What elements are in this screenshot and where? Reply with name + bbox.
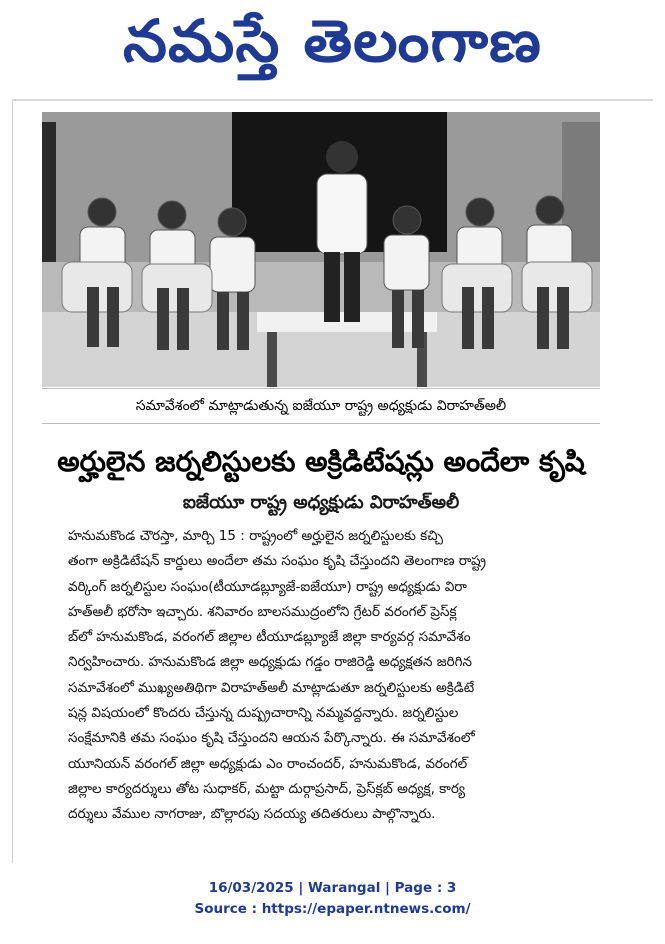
article-line: దర్శులు వేముల నాగరాజు, బొల్లారపు సదయ్య తదితరులు పాల్గొన్నారు. <box>68 806 436 823</box>
article-line: వర్కింగ్ జర్నలిస్టుల సంఘం(టీయూడబ్ల్యూజే-ఐజేయూ) రాష్ట్ర అధ్యక్షుడు విరా <box>68 578 467 595</box>
article-line: బ్‌లో హనుమకొండ, వరంగల్ జిల్లాల టీయూడబ్ల్యూజే జిల్లా కార్యవర్గ సమావేశం <box>68 629 471 646</box>
article-line: యూనియన్ వరంగల్ జిల్లా అధ్యక్షుడు ఎం రాంచందర్, హనుమకొండ, వరంగల్ <box>68 755 468 772</box>
masthead <box>0 0 665 100</box>
footer <box>0 878 665 920</box>
article-line: జిల్లాల కార్యదర్శులు తోట సుధాకర్, మట్టా దుర్గాప్రసాద్, ప్రెస్‌క్లబ్ అధ్యక్ష, కార్య <box>68 780 466 797</box>
article-line: నిర్వహించారు. హనుమకొండ జిల్లా అధ్యక్షుడు గడ్డం రాజిరెడ్డి అధ్యక్షతన జరిగిన <box>68 654 472 671</box>
edition-info: 16/03/2025 | Warangal | Page : 3 <box>208 880 457 896</box>
article-line: సమావేశంలో ముఖ్యఅతిథిగా విరాహత్‌అలీ మాట్లాడుతూ జర్నలిస్టులకు అక్రిడిటే <box>68 679 475 696</box>
newspaper-logo: నమస్తే తెలంగాణ <box>122 7 543 75</box>
news-photo <box>42 112 600 387</box>
column-divider <box>12 101 13 863</box>
headline: అర్హులైన జర్నలిస్టులకు అక్రిడిటేషన్లు అందేలా కృషి <box>57 445 585 478</box>
article-body <box>68 524 604 828</box>
article-line: హత్‌అలీ భరోసా ఇచ్చారు. శనివారం బాలసముద్రంలోని గ్రేటర్ వరంగల్ ప్రెస్‌క్ల <box>68 603 457 620</box>
article-line: హనుమకొండ చౌరస్తా, మార్చి 15 : రాష్ట్రంలో అర్హులైన జర్నలిస్టులకు కచ్చి <box>68 528 443 544</box>
photo-caption: సమావేశంలో మాట్లాడుతున్న ఐజేయూ రాష్ట్ర అధ్యక్షుడు విరాహత్‌అలీ <box>42 388 600 424</box>
source-link[interactable]: Source : https://epaper.ntnews.com/ <box>194 901 471 917</box>
masthead-divider <box>12 99 653 101</box>
subheadline: ఐజేయూ రాష్ట్ర అధ్యక్షుడు విరాహత్‌అలీ <box>182 492 460 513</box>
article-line: సంక్షేమానికి తమ సంఘం కృషి చేస్తుందని ఆయన పేర్కొన్నారు. ఈ సమావేశంలో <box>68 730 475 747</box>
article-line: తంగా అక్రిడిటేషన్ కార్డులు అందేలా తమ సంఘం కృషి చేస్తుందని తెలంగాణ రాష్ట్ర <box>68 553 487 570</box>
article-line: షన్ల విషయంలో కొందరు చేస్తున్న దుష్ప్రచారాన్ని నమ్మవద్దన్నారు. జర్నలిస్టుల <box>68 705 459 722</box>
